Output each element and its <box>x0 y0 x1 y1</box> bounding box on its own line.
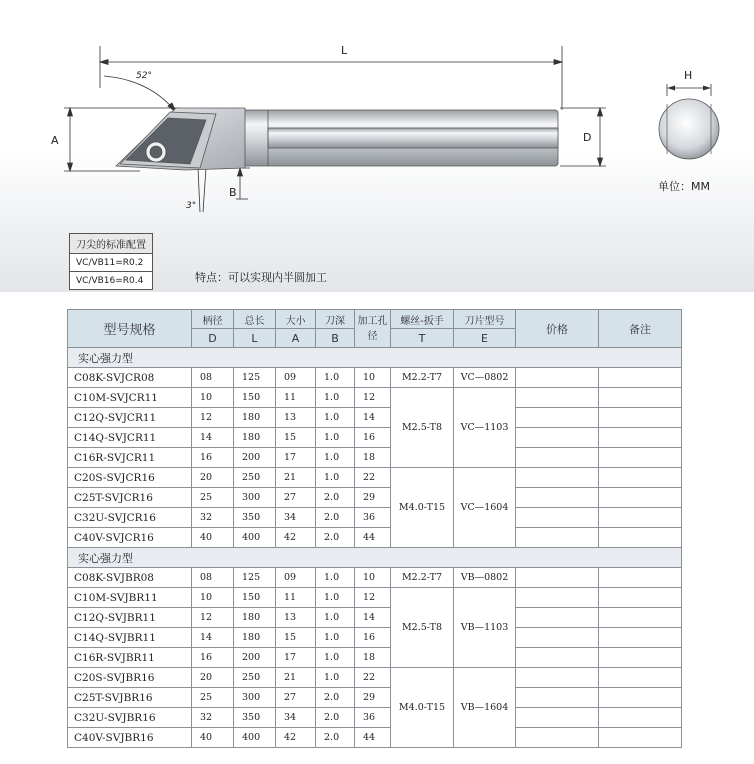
bore-cell: 29 <box>355 688 391 708</box>
screw-wrench-cell: M2.2-T7 <box>391 568 454 588</box>
table-row <box>68 708 682 728</box>
bore-cell: 22 <box>355 468 391 488</box>
note-cell <box>599 468 682 488</box>
header-length: 总长 <box>234 310 276 329</box>
dim-label-B: B <box>229 186 237 199</box>
shank-cell: 25 <box>192 688 234 708</box>
note-cell <box>599 588 682 608</box>
length-cell: 180 <box>234 408 276 428</box>
note-cell <box>599 668 682 688</box>
table-row <box>68 668 682 688</box>
model-cell: C20S-SVJCR16 <box>68 468 192 488</box>
depth-cell: 1.0 <box>316 628 355 648</box>
model-cell: C16R-SVJCR11 <box>68 448 192 468</box>
depth-cell: 1.0 <box>316 608 355 628</box>
table-row <box>68 448 682 468</box>
shank-cell: 10 <box>192 388 234 408</box>
length-cell: 200 <box>234 448 276 468</box>
price-cell <box>516 528 599 548</box>
table-row <box>68 608 682 628</box>
table-row <box>68 388 682 408</box>
shank-cell: 20 <box>192 468 234 488</box>
bore-cell: 36 <box>355 708 391 728</box>
tool-shank <box>240 110 558 166</box>
price-cell <box>516 588 599 608</box>
table-row <box>68 688 682 708</box>
bore-cell: 14 <box>355 608 391 628</box>
table-row <box>68 468 682 488</box>
length-cell: 400 <box>234 728 276 748</box>
bore-cell: 29 <box>355 488 391 508</box>
length-cell: 125 <box>234 568 276 588</box>
depth-cell: 1.0 <box>316 588 355 608</box>
header-screw-symbol: T <box>391 329 454 348</box>
length-cell: 200 <box>234 648 276 668</box>
model-cell: C16R-SVJBR11 <box>68 648 192 668</box>
header-note: 备注 <box>599 310 682 348</box>
price-cell <box>516 408 599 428</box>
price-cell <box>516 568 599 588</box>
header-model: 型号规格 <box>68 310 192 348</box>
section-title: 实心强力型 <box>68 548 682 568</box>
note-cell <box>599 688 682 708</box>
insert-model-cell: VB—1604 <box>454 668 516 748</box>
length-cell: 150 <box>234 588 276 608</box>
note-cell <box>599 648 682 668</box>
bore-cell: 14 <box>355 408 391 428</box>
bore-cell: 10 <box>355 568 391 588</box>
model-cell: C25T-SVJBR16 <box>68 688 192 708</box>
length-cell: 350 <box>234 708 276 728</box>
depth-cell: 2.0 <box>316 508 355 528</box>
depth-cell: 1.0 <box>316 568 355 588</box>
header-size: 大小 <box>276 310 316 329</box>
bore-cell: 16 <box>355 428 391 448</box>
table-row <box>68 408 682 428</box>
note-cell <box>599 448 682 468</box>
note-cell <box>599 728 682 748</box>
size-cell: 11 <box>276 388 316 408</box>
bore-cell: 12 <box>355 588 391 608</box>
price-cell <box>516 468 599 488</box>
size-cell: 27 <box>276 488 316 508</box>
spec-table <box>67 309 682 748</box>
shank-cell: 20 <box>192 668 234 688</box>
price-cell <box>516 628 599 648</box>
shank-cell: 12 <box>192 408 234 428</box>
model-cell: C12Q-SVJCR11 <box>68 408 192 428</box>
model-cell: C08K-SVJCR08 <box>68 368 192 388</box>
depth-cell: 2.0 <box>316 528 355 548</box>
bore-cell: 44 <box>355 728 391 748</box>
length-cell: 250 <box>234 468 276 488</box>
model-cell: C40V-SVJCR16 <box>68 528 192 548</box>
price-cell <box>516 648 599 668</box>
insert-model-cell: VC—0802 <box>454 368 516 388</box>
price-cell <box>516 388 599 408</box>
header-shank-symbol: D <box>192 329 234 348</box>
bore-cell: 44 <box>355 528 391 548</box>
shank-cell: 12 <box>192 608 234 628</box>
note-cell <box>599 368 682 388</box>
insert-model-cell: VB—0802 <box>454 568 516 588</box>
shank-cell: 32 <box>192 508 234 528</box>
size-cell: 42 <box>276 528 316 548</box>
angle-label-52: 52° <box>136 71 152 81</box>
depth-cell: 2.0 <box>316 688 355 708</box>
angle-3-lines <box>198 168 206 212</box>
header-depth-symbol: B <box>316 329 355 348</box>
size-cell: 27 <box>276 688 316 708</box>
shank-cell: 14 <box>192 428 234 448</box>
tip-config-title: 刀尖的标准配置 <box>70 234 153 254</box>
length-cell: 250 <box>234 668 276 688</box>
note-cell <box>599 528 682 548</box>
depth-cell: 1.0 <box>316 448 355 468</box>
header-price: 价格 <box>516 310 599 348</box>
dim-label-D: D <box>583 131 592 144</box>
depth-cell: 1.0 <box>316 468 355 488</box>
model-cell: C20S-SVJBR16 <box>68 668 192 688</box>
bore-cell: 22 <box>355 668 391 688</box>
note-cell <box>599 628 682 648</box>
bore-cell: 16 <box>355 628 391 648</box>
shank-cell: 16 <box>192 648 234 668</box>
size-cell: 11 <box>276 588 316 608</box>
table-row <box>68 368 682 388</box>
size-cell: 09 <box>276 368 316 388</box>
depth-cell: 1.0 <box>316 428 355 448</box>
bore-cell: 36 <box>355 508 391 528</box>
length-cell: 180 <box>234 628 276 648</box>
price-cell <box>516 708 599 728</box>
model-cell: C08K-SVJBR08 <box>68 568 192 588</box>
header-shank: 柄径 <box>192 310 234 329</box>
price-cell <box>516 448 599 468</box>
note-cell <box>599 428 682 448</box>
header-screw: 螺丝-扳手 <box>391 310 454 329</box>
depth-cell: 2.0 <box>316 728 355 748</box>
bore-cell: 18 <box>355 448 391 468</box>
unit-label: 单位：MM <box>658 180 710 193</box>
shank-cell: 16 <box>192 448 234 468</box>
shank-cell: 10 <box>192 588 234 608</box>
size-cell: 15 <box>276 628 316 648</box>
note-cell <box>599 508 682 528</box>
length-cell: 180 <box>234 608 276 628</box>
size-cell: 17 <box>276 648 316 668</box>
model-cell: C10M-SVJCR11 <box>68 388 192 408</box>
dim-label-A: A <box>51 134 59 147</box>
note-cell <box>599 708 682 728</box>
length-cell: 180 <box>234 428 276 448</box>
price-cell <box>516 368 599 388</box>
table-row <box>68 628 682 648</box>
model-cell: C40V-SVJBR16 <box>68 728 192 748</box>
table-row <box>68 508 682 528</box>
bore-cell: 18 <box>355 648 391 668</box>
length-cell: 150 <box>234 388 276 408</box>
feature-note: 特点：可以实现内半圆加工 <box>195 271 327 284</box>
price-cell <box>516 688 599 708</box>
shank-cell: 40 <box>192 728 234 748</box>
dimension-L <box>100 46 562 110</box>
depth-cell: 1.0 <box>316 668 355 688</box>
table-row <box>68 588 682 608</box>
price-cell <box>516 508 599 528</box>
shank-cell: 08 <box>192 368 234 388</box>
table-row <box>68 728 682 748</box>
size-cell: 13 <box>276 608 316 628</box>
section-row <box>68 548 682 568</box>
header-insert-symbol: E <box>454 329 516 348</box>
tool-head <box>116 108 245 170</box>
price-cell <box>516 428 599 448</box>
angle-label-3: 3° <box>186 201 197 211</box>
table-row <box>68 488 682 508</box>
header-length-symbol: L <box>234 329 276 348</box>
note-cell <box>599 408 682 428</box>
section-row <box>68 348 682 368</box>
screw-wrench-cell: M2.5-T8 <box>391 588 454 668</box>
model-cell: C10M-SVJBR11 <box>68 588 192 608</box>
note-cell <box>599 388 682 408</box>
depth-cell: 1.0 <box>316 408 355 428</box>
price-cell <box>516 488 599 508</box>
size-cell: 21 <box>276 468 316 488</box>
shank-cell: 14 <box>192 628 234 648</box>
length-cell: 300 <box>234 688 276 708</box>
size-cell: 21 <box>276 668 316 688</box>
note-cell <box>599 608 682 628</box>
depth-cell: 1.0 <box>316 368 355 388</box>
dim-label-H: H <box>684 69 693 82</box>
tip-config-row: VC/VB16=R0.4 <box>70 272 153 290</box>
model-cell: C14Q-SVJBR11 <box>68 628 192 648</box>
header-insert: 刀片型号 <box>454 310 516 329</box>
model-cell: C32U-SVJCR16 <box>68 508 192 528</box>
dim-label-L: L <box>341 44 348 57</box>
angle-52-arc <box>104 76 176 112</box>
size-cell: 42 <box>276 728 316 748</box>
note-cell <box>599 488 682 508</box>
size-cell: 34 <box>276 508 316 528</box>
insert-model-cell: VB—1103 <box>454 588 516 668</box>
depth-cell: 2.0 <box>316 708 355 728</box>
end-view <box>659 84 719 159</box>
model-cell: C14Q-SVJCR11 <box>68 428 192 448</box>
length-cell: 125 <box>234 368 276 388</box>
length-cell: 300 <box>234 488 276 508</box>
shank-cell: 40 <box>192 528 234 548</box>
table-row <box>68 528 682 548</box>
length-cell: 350 <box>234 508 276 528</box>
screw-wrench-cell: M4.0-T15 <box>391 668 454 748</box>
depth-cell: 1.0 <box>316 388 355 408</box>
bore-cell: 12 <box>355 388 391 408</box>
depth-cell: 2.0 <box>316 488 355 508</box>
length-cell: 400 <box>234 528 276 548</box>
model-cell: C12Q-SVJBR11 <box>68 608 192 628</box>
shank-cell: 32 <box>192 708 234 728</box>
section-title: 实心强力型 <box>68 348 682 368</box>
note-cell <box>599 568 682 588</box>
size-cell: 17 <box>276 448 316 468</box>
price-cell <box>516 668 599 688</box>
tip-config-row: VC/VB11=R0.2 <box>70 254 153 272</box>
shank-cell: 25 <box>192 488 234 508</box>
header-bore: 加工孔径 <box>355 310 391 348</box>
table-row <box>68 428 682 448</box>
screw-wrench-cell: M2.5-T8 <box>391 388 454 468</box>
table-row <box>68 648 682 668</box>
shank-cell: 08 <box>192 568 234 588</box>
screw-wrench-cell: M2.2-T7 <box>391 368 454 388</box>
insert-model-cell: VC—1103 <box>454 388 516 468</box>
header-size-symbol: A <box>276 329 316 348</box>
size-cell: 09 <box>276 568 316 588</box>
tool-drawing-area <box>0 0 754 292</box>
bore-cell: 10 <box>355 368 391 388</box>
model-cell: C25T-SVJCR16 <box>68 488 192 508</box>
price-cell <box>516 728 599 748</box>
insert-model-cell: VC—1604 <box>454 468 516 548</box>
header-depth: 刀深 <box>316 310 355 329</box>
size-cell: 15 <box>276 428 316 448</box>
size-cell: 13 <box>276 408 316 428</box>
table-row <box>68 568 682 588</box>
tip-config-table <box>69 233 153 290</box>
screw-wrench-cell: M4.0-T15 <box>391 468 454 548</box>
size-cell: 34 <box>276 708 316 728</box>
dimension-B <box>236 168 250 199</box>
depth-cell: 1.0 <box>316 648 355 668</box>
price-cell <box>516 608 599 628</box>
model-cell: C32U-SVJBR16 <box>68 708 192 728</box>
spec-table-body <box>68 348 682 748</box>
